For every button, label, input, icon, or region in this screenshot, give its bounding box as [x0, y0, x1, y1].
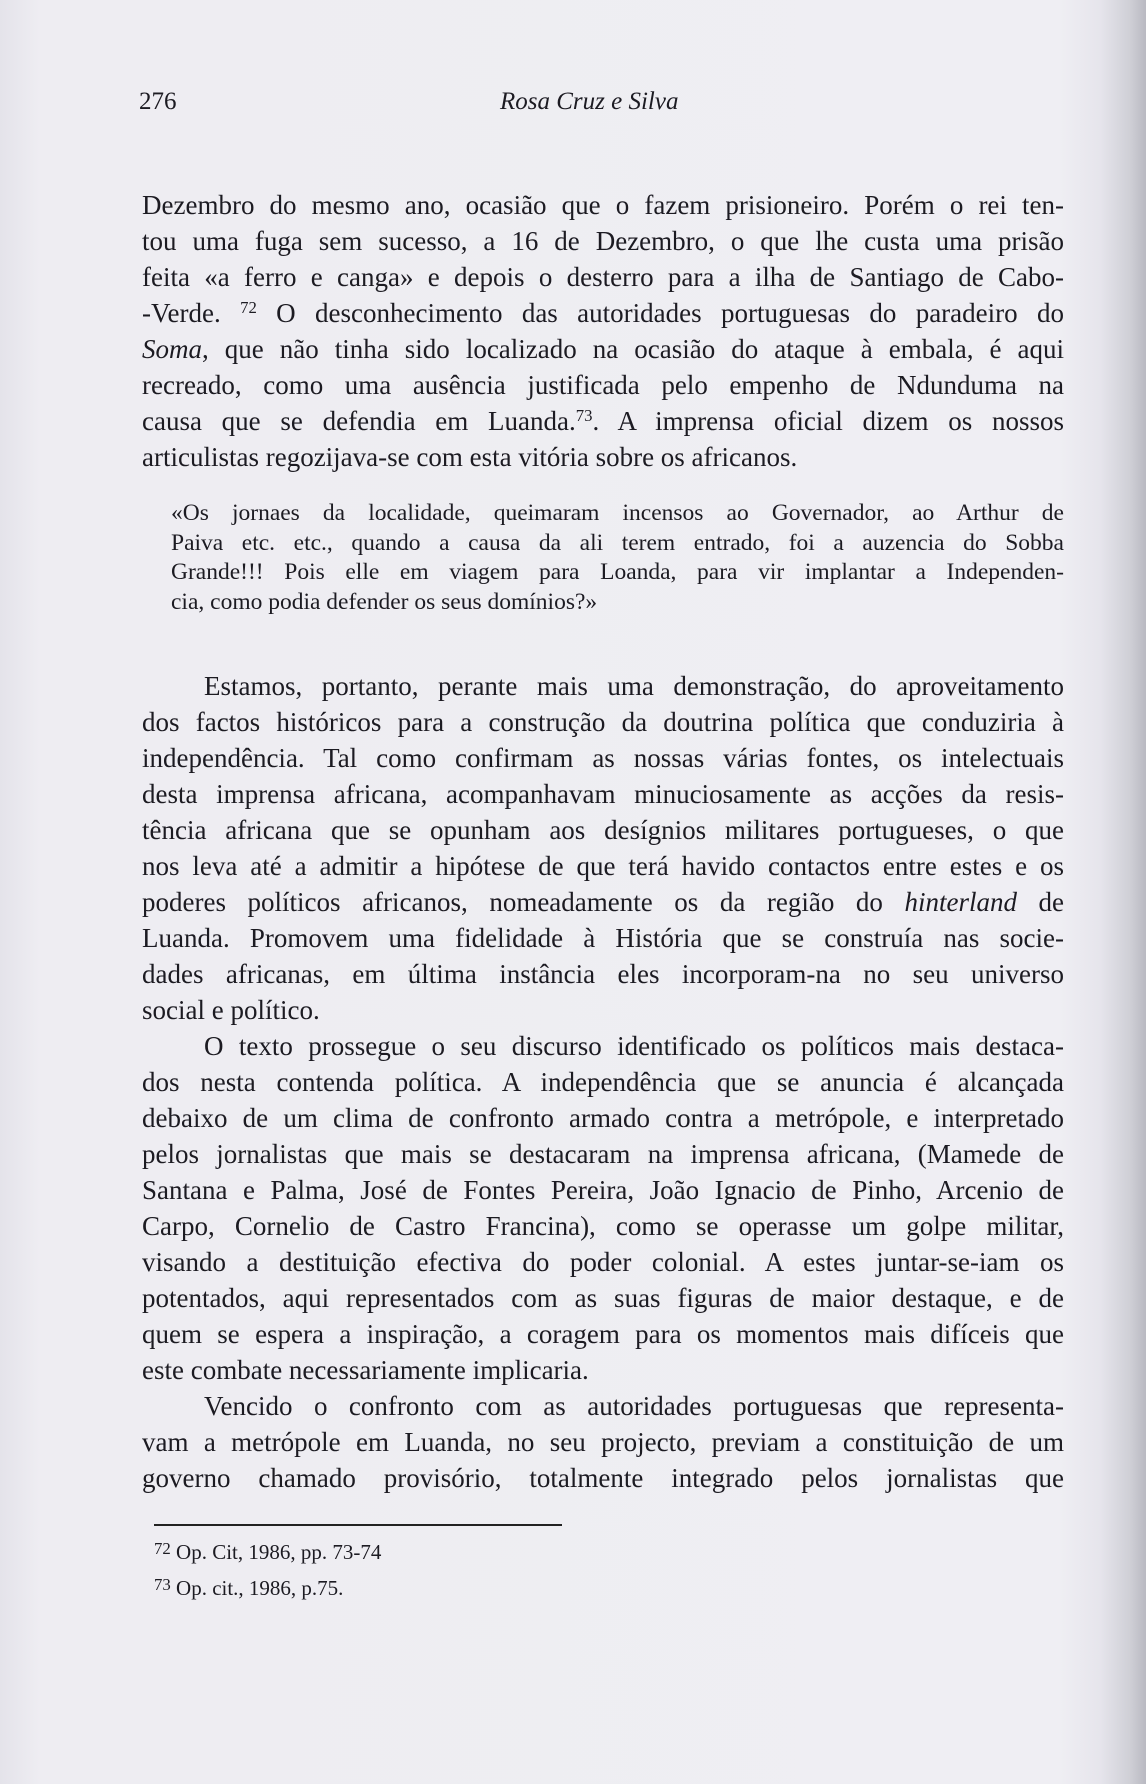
- paragraph-2: [142, 668, 1064, 1028]
- page-number: 276: [139, 88, 177, 115]
- block-quote: [171, 499, 1064, 617]
- text-line: «Os jornaes da localidade, queimaram incensos ao Governador, ao Arthur de: [171, 500, 1064, 526]
- text-line: O texto prossegue o seu discurso identificado os políticos mais destaca-: [204, 1031, 1064, 1061]
- text-line: Vencido o confronto com as autoridades portuguesas que representa-: [204, 1391, 1064, 1421]
- text-line: governo chamado provisório, totalmente integrado pelos jornalistas que: [142, 1463, 1064, 1493]
- text-line: tou uma fuga sem sucesso, a 16 de Dezembro, o que lhe custa uma prisão: [142, 226, 1064, 256]
- paragraph-4: [142, 1388, 1064, 1496]
- footnote-73: [154, 1576, 343, 1601]
- text-line: Estamos, portanto, perante mais uma demonstração, do aproveitamento: [204, 671, 1064, 701]
- text-line: feita «a ferro e canga» e depois o desterro para a ilha de Santiago de Cabo-: [142, 262, 1064, 292]
- text-line: desta imprensa africana, acompanhavam minuciosamente as acções da resis-: [142, 779, 1064, 809]
- text-line: nos leva até a admitir a hipótese de que terá havido contactos entre estes e os: [142, 851, 1064, 881]
- text-line: [142, 884, 1064, 920]
- text-line: Luanda. Promovem uma fidelidade à História que se construía nas socie-: [142, 923, 1064, 953]
- text-line: visando a destituição efectiva do poder colonial. A estes juntar-se-iam os: [142, 1247, 1064, 1277]
- paragraph-3: [142, 1028, 1064, 1388]
- text-line: vam a metrópole em Luanda, no seu projecto, previam a constituição de um: [142, 1427, 1064, 1457]
- text-line: Santana e Palma, José de Fontes Pereira, João Ignacio de Pinho, Arcenio de: [142, 1175, 1064, 1205]
- text-line: Grande!!! Pois elle em viagem para Loanda, para vir implantar a Independen-: [171, 559, 1064, 585]
- text-line: debaixo de um clima de confronto armado contra a metrópole, e interpretado: [142, 1103, 1064, 1133]
- text-line: Carpo, Cornelio de Castro Francina), como se operasse um golpe militar,: [142, 1211, 1064, 1241]
- italic-term: hinterland: [904, 887, 1017, 917]
- text-line: Dezembro do mesmo ano, ocasião que o fazem prisioneiro. Porém o rei ten-: [142, 190, 1064, 220]
- text-line: recreado, como uma ausência justificada pelo empenho de Ndunduma na: [142, 370, 1064, 400]
- text-run: causa que se defendia em Luanda.: [142, 406, 576, 436]
- text-run: , que não tinha sido localizado na ocasião do ataque à embala, é aqui: [202, 334, 1064, 364]
- paragraph-1: [142, 187, 1064, 475]
- footnote-number: 72: [154, 1538, 171, 1558]
- footnote-separator: [154, 1524, 562, 1526]
- text-run: -Verde.: [142, 298, 241, 328]
- text-line: [142, 295, 1064, 331]
- footnote-ref: 73: [575, 405, 593, 425]
- text-line: dos nesta contenda política. A independência que se anuncia é alcançada: [142, 1067, 1064, 1097]
- text-line: articulistas regozijava-se com esta vitória sobre os africanos.: [142, 442, 798, 472]
- footnote-ref: 72: [240, 297, 257, 317]
- text-line: dades africanas, em última instância eles incorporam-na no seu universo: [142, 959, 1064, 989]
- text-line: social e político.: [142, 995, 320, 1025]
- text-run: de: [1016, 887, 1064, 917]
- text-run: poderes políticos africanos, nomeadamente os da região do: [142, 887, 905, 917]
- text-line: este combate necessariamente implicaria.: [142, 1355, 589, 1385]
- text-line: tência africana que se opunham aos desígnios militares portugueses, o que: [142, 815, 1064, 845]
- text-run: . A imprensa oficial dizem os nossos: [592, 406, 1064, 436]
- italic-term: Soma: [142, 334, 202, 364]
- text-run: O desconhecimento das autoridades portuguesas do paradeiro do: [256, 298, 1064, 328]
- text-line: [142, 331, 1064, 367]
- text-line: potentados, aqui representados com as suas figuras de maior destaque, e de: [142, 1283, 1064, 1313]
- text-line: Paiva etc. etc., quando a causa da ali terem entrado, foi a auzencia do Sobba: [171, 529, 1064, 556]
- text-line: dos factos históricos para a construção da doutrina política que conduziria à: [142, 707, 1064, 737]
- footnote-text: Op. cit., 1986, p.75.: [170, 1576, 344, 1600]
- text-line: quem se espera a inspiração, a coragem para os momentos mais difíceis que: [142, 1319, 1064, 1349]
- text-line: independência. Tal como confirmam as nossas várias fontes, os intelectuais: [142, 743, 1064, 773]
- text-line: cia, como podia defender os seus domínios?»: [171, 588, 598, 615]
- text-line: [142, 403, 1064, 439]
- text-line: pelos jornalistas que mais se destacaram na imprensa africana, (Mamede de: [142, 1139, 1064, 1169]
- footnote-text: Op. Cit, 1986, pp. 73-74: [170, 1540, 382, 1564]
- footnote-number: 73: [154, 1574, 171, 1594]
- running-head: Rosa Cruz e Silva: [500, 88, 679, 115]
- footnote-72: [154, 1540, 381, 1565]
